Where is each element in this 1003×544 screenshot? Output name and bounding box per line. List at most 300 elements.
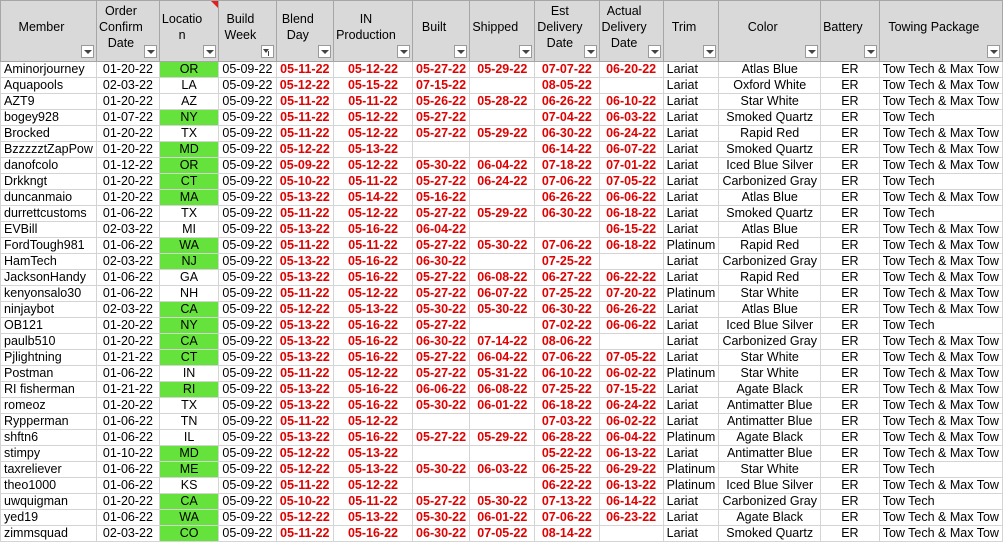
in-production-cell[interactable]: 05-13-22 xyxy=(334,510,413,526)
order-confirm-date-cell[interactable]: 02-03-22 xyxy=(96,78,159,94)
est-delivery-date-cell[interactable]: 06-30-22 xyxy=(535,302,599,318)
blend-day-cell[interactable]: 05-10-22 xyxy=(276,494,334,510)
in-production-cell[interactable]: 05-14-22 xyxy=(334,190,413,206)
location-cell[interactable]: CT xyxy=(159,174,218,190)
est-delivery-date-cell[interactable]: 06-26-22 xyxy=(535,190,599,206)
built-cell[interactable]: 05-30-22 xyxy=(412,398,469,414)
battery-cell[interactable]: ER xyxy=(821,222,880,238)
actual-delivery-date-cell[interactable]: 06-23-22 xyxy=(599,510,663,526)
trim-cell[interactable]: Lariat xyxy=(663,398,719,414)
blend-day-cell[interactable]: 05-12-22 xyxy=(276,302,334,318)
build-week-cell[interactable]: 05-09-22 xyxy=(219,110,276,126)
filter-dropdown-icon[interactable] xyxy=(318,45,331,58)
build-week-cell[interactable]: 05-09-22 xyxy=(219,158,276,174)
color-cell[interactable]: Rapid Red xyxy=(719,238,821,254)
est-delivery-date-cell[interactable]: 06-25-22 xyxy=(535,462,599,478)
color-cell[interactable]: Rapid Red xyxy=(719,126,821,142)
trim-cell[interactable]: Platinum xyxy=(663,366,719,382)
shipped-cell[interactable]: 05-28-22 xyxy=(470,94,535,110)
battery-cell[interactable]: ER xyxy=(821,126,880,142)
color-cell[interactable]: Star White xyxy=(719,462,821,478)
blend-day-cell[interactable]: 05-11-22 xyxy=(276,238,334,254)
build-week-cell[interactable]: 05-09-22 xyxy=(219,382,276,398)
built-cell[interactable]: 06-06-22 xyxy=(412,382,469,398)
trim-cell[interactable]: Lariat xyxy=(663,222,719,238)
location-cell[interactable]: LA xyxy=(159,78,218,94)
battery-cell[interactable]: ER xyxy=(821,286,880,302)
est-delivery-date-cell[interactable]: 07-06-22 xyxy=(535,350,599,366)
order-confirm-date-cell[interactable]: 01-06-22 xyxy=(96,270,159,286)
built-cell[interactable] xyxy=(412,446,469,462)
built-cell[interactable]: 06-30-22 xyxy=(412,334,469,350)
color-cell[interactable]: Star White xyxy=(719,94,821,110)
est-delivery-date-cell[interactable]: 07-06-22 xyxy=(535,510,599,526)
filter-dropdown-icon[interactable] xyxy=(397,45,410,58)
built-cell[interactable]: 05-27-22 xyxy=(412,366,469,382)
location-cell[interactable]: CA xyxy=(159,302,218,318)
blend-day-cell[interactable]: 05-12-22 xyxy=(276,446,334,462)
towing-package-cell[interactable]: Tow Tech & Max Tow xyxy=(879,94,1002,110)
trim-cell[interactable]: Lariat xyxy=(663,62,719,78)
trim-cell[interactable]: Lariat xyxy=(663,174,719,190)
towing-package-cell[interactable]: Tow Tech & Max Tow xyxy=(879,222,1002,238)
towing-package-cell[interactable]: Tow Tech xyxy=(879,206,1002,222)
battery-cell[interactable]: ER xyxy=(821,174,880,190)
trim-cell[interactable]: Lariat xyxy=(663,414,719,430)
location-cell[interactable]: KS xyxy=(159,478,218,494)
est-delivery-date-cell[interactable]: 06-27-22 xyxy=(535,270,599,286)
build-week-cell[interactable]: 05-09-22 xyxy=(219,526,276,542)
location-cell[interactable]: MI xyxy=(159,222,218,238)
actual-delivery-date-cell[interactable]: 06-02-22 xyxy=(599,366,663,382)
built-cell[interactable]: 05-30-22 xyxy=(412,158,469,174)
color-cell[interactable]: Iced Blue Silver xyxy=(719,318,821,334)
member-cell[interactable]: romeoz xyxy=(1,398,97,414)
order-confirm-date-cell[interactable]: 01-06-22 xyxy=(96,238,159,254)
est-delivery-date-cell[interactable]: 06-18-22 xyxy=(535,398,599,414)
shipped-cell[interactable]: 05-30-22 xyxy=(470,302,535,318)
build-week-cell[interactable]: 05-09-22 xyxy=(219,462,276,478)
location-cell[interactable]: CA xyxy=(159,494,218,510)
in-production-cell[interactable]: 05-16-22 xyxy=(334,430,413,446)
built-cell[interactable]: 05-27-22 xyxy=(412,494,469,510)
actual-delivery-date-cell[interactable]: 07-05-22 xyxy=(599,350,663,366)
battery-cell[interactable]: ER xyxy=(821,414,880,430)
actual-delivery-date-cell[interactable]: 07-15-22 xyxy=(599,382,663,398)
filter-dropdown-icon[interactable] xyxy=(584,45,597,58)
est-delivery-date-cell[interactable]: 06-30-22 xyxy=(535,126,599,142)
est-delivery-date-cell[interactable]: 07-06-22 xyxy=(535,238,599,254)
battery-cell[interactable]: ER xyxy=(821,478,880,494)
order-confirm-date-cell[interactable]: 01-20-22 xyxy=(96,494,159,510)
in-production-cell[interactable]: 05-13-22 xyxy=(334,142,413,158)
order-confirm-date-cell[interactable]: 01-20-22 xyxy=(96,334,159,350)
trim-cell[interactable]: Lariat xyxy=(663,78,719,94)
in-production-cell[interactable]: 05-13-22 xyxy=(334,302,413,318)
shipped-cell[interactable] xyxy=(470,222,535,238)
build-week-cell[interactable]: 05-09-22 xyxy=(219,174,276,190)
member-cell[interactable]: shftn6 xyxy=(1,430,97,446)
member-cell[interactable]: FordTough981 xyxy=(1,238,97,254)
build-week-cell[interactable]: 05-09-22 xyxy=(219,94,276,110)
in-production-cell[interactable]: 05-16-22 xyxy=(334,222,413,238)
blend-day-cell[interactable]: 05-13-22 xyxy=(276,334,334,350)
member-cell[interactable]: duncanmaio xyxy=(1,190,97,206)
built-cell[interactable]: 05-27-22 xyxy=(412,270,469,286)
battery-cell[interactable]: ER xyxy=(821,110,880,126)
blend-day-cell[interactable]: 05-11-22 xyxy=(276,110,334,126)
battery-cell[interactable]: ER xyxy=(821,526,880,542)
filter-dropdown-icon[interactable] xyxy=(144,45,157,58)
built-cell[interactable] xyxy=(412,414,469,430)
member-cell[interactable]: JacksonHandy xyxy=(1,270,97,286)
shipped-cell[interactable]: 06-08-22 xyxy=(470,270,535,286)
build-week-cell[interactable]: 05-09-22 xyxy=(219,398,276,414)
trim-cell[interactable]: Lariat xyxy=(663,126,719,142)
built-cell[interactable]: 05-27-22 xyxy=(412,350,469,366)
order-confirm-date-cell[interactable]: 01-20-22 xyxy=(96,174,159,190)
towing-package-cell[interactable]: Tow Tech & Max Tow xyxy=(879,142,1002,158)
towing-package-cell[interactable]: Tow Tech & Max Tow xyxy=(879,270,1002,286)
in-production-cell[interactable]: 05-16-22 xyxy=(334,526,413,542)
actual-delivery-date-cell[interactable]: 06-24-22 xyxy=(599,126,663,142)
trim-cell[interactable]: Lariat xyxy=(663,494,719,510)
order-confirm-date-cell[interactable]: 01-06-22 xyxy=(96,366,159,382)
est-delivery-date-cell[interactable]: 07-07-22 xyxy=(535,62,599,78)
battery-cell[interactable]: ER xyxy=(821,78,880,94)
member-cell[interactable]: Postman xyxy=(1,366,97,382)
blend-day-cell[interactable]: 05-13-22 xyxy=(276,430,334,446)
order-confirm-date-cell[interactable]: 01-20-22 xyxy=(96,94,159,110)
order-confirm-date-cell[interactable]: 01-06-22 xyxy=(96,478,159,494)
build-week-cell[interactable]: 05-09-22 xyxy=(219,254,276,270)
trim-cell[interactable]: Platinum xyxy=(663,238,719,254)
in-production-cell[interactable]: 05-16-22 xyxy=(334,350,413,366)
member-cell[interactable]: zimmsquad xyxy=(1,526,97,542)
member-cell[interactable]: Drkkngt xyxy=(1,174,97,190)
order-confirm-date-cell[interactable]: 02-03-22 xyxy=(96,526,159,542)
shipped-cell[interactable]: 06-24-22 xyxy=(470,174,535,190)
blend-day-cell[interactable]: 05-13-22 xyxy=(276,382,334,398)
est-delivery-date-cell[interactable]: 06-28-22 xyxy=(535,430,599,446)
battery-cell[interactable]: ER xyxy=(821,142,880,158)
trim-cell[interactable]: Lariat xyxy=(663,270,719,286)
member-cell[interactable]: kenyonsalo30 xyxy=(1,286,97,302)
blend-day-cell[interactable]: 05-13-22 xyxy=(276,222,334,238)
est-delivery-date-cell[interactable]: 07-06-22 xyxy=(535,174,599,190)
location-cell[interactable]: MA xyxy=(159,190,218,206)
towing-package-cell[interactable]: Tow Tech & Max Tow xyxy=(879,190,1002,206)
actual-delivery-date-cell[interactable] xyxy=(599,254,663,270)
blend-day-cell[interactable]: 05-09-22 xyxy=(276,158,334,174)
built-cell[interactable]: 06-30-22 xyxy=(412,254,469,270)
order-confirm-date-cell[interactable]: 02-03-22 xyxy=(96,254,159,270)
shipped-cell[interactable]: 07-14-22 xyxy=(470,334,535,350)
towing-package-cell[interactable]: Tow Tech & Max Tow xyxy=(879,350,1002,366)
blend-day-cell[interactable]: 05-12-22 xyxy=(276,142,334,158)
trim-cell[interactable]: Lariat xyxy=(663,142,719,158)
trim-cell[interactable]: Lariat xyxy=(663,446,719,462)
color-cell[interactable]: Star White xyxy=(719,286,821,302)
actual-delivery-date-cell[interactable]: 06-18-22 xyxy=(599,206,663,222)
build-week-cell[interactable]: 05-09-22 xyxy=(219,430,276,446)
in-production-cell[interactable]: 05-11-22 xyxy=(334,494,413,510)
location-cell[interactable]: AZ xyxy=(159,94,218,110)
blend-day-cell[interactable]: 05-11-22 xyxy=(276,286,334,302)
member-cell[interactable]: stimpy xyxy=(1,446,97,462)
actual-delivery-date-cell[interactable]: 06-29-22 xyxy=(599,462,663,478)
est-delivery-date-cell[interactable]: 08-14-22 xyxy=(535,526,599,542)
shipped-cell[interactable] xyxy=(470,78,535,94)
in-production-cell[interactable]: 05-16-22 xyxy=(334,382,413,398)
shipped-cell[interactable] xyxy=(470,414,535,430)
in-production-cell[interactable]: 05-12-22 xyxy=(334,158,413,174)
shipped-cell[interactable]: 06-04-22 xyxy=(470,158,535,174)
build-week-cell[interactable]: 05-09-22 xyxy=(219,366,276,382)
shipped-cell[interactable]: 05-29-22 xyxy=(470,62,535,78)
towing-package-cell[interactable]: Tow Tech & Max Tow xyxy=(879,78,1002,94)
actual-delivery-date-cell[interactable]: 07-01-22 xyxy=(599,158,663,174)
color-cell[interactable]: Oxford White xyxy=(719,78,821,94)
in-production-cell[interactable]: 05-12-22 xyxy=(334,366,413,382)
battery-cell[interactable]: ER xyxy=(821,206,880,222)
est-delivery-date-cell[interactable]: 07-13-22 xyxy=(535,494,599,510)
in-production-cell[interactable]: 05-12-22 xyxy=(334,478,413,494)
order-confirm-date-cell[interactable]: 02-03-22 xyxy=(96,222,159,238)
actual-delivery-date-cell[interactable]: 06-13-22 xyxy=(599,478,663,494)
built-cell[interactable]: 05-16-22 xyxy=(412,190,469,206)
trim-cell[interactable]: Lariat xyxy=(663,158,719,174)
shipped-cell[interactable]: 07-05-22 xyxy=(470,526,535,542)
color-cell[interactable]: Agate Black xyxy=(719,430,821,446)
trim-cell[interactable]: Platinum xyxy=(663,286,719,302)
built-cell[interactable]: 06-30-22 xyxy=(412,526,469,542)
actual-delivery-date-cell[interactable]: 06-06-22 xyxy=(599,318,663,334)
est-delivery-date-cell[interactable]: 08-06-22 xyxy=(535,334,599,350)
in-production-cell[interactable]: 05-16-22 xyxy=(334,398,413,414)
blend-day-cell[interactable]: 05-12-22 xyxy=(276,510,334,526)
in-production-cell[interactable]: 05-12-22 xyxy=(334,110,413,126)
battery-cell[interactable]: ER xyxy=(821,398,880,414)
member-cell[interactable]: Aquapools xyxy=(1,78,97,94)
battery-cell[interactable]: ER xyxy=(821,238,880,254)
build-week-cell[interactable]: 05-09-22 xyxy=(219,478,276,494)
location-cell[interactable]: IN xyxy=(159,366,218,382)
order-confirm-date-cell[interactable]: 02-03-22 xyxy=(96,302,159,318)
build-week-cell[interactable]: 05-09-22 xyxy=(219,190,276,206)
blend-day-cell[interactable]: 05-11-22 xyxy=(276,366,334,382)
actual-delivery-date-cell[interactable]: 06-13-22 xyxy=(599,446,663,462)
built-cell[interactable]: 05-30-22 xyxy=(412,462,469,478)
towing-package-cell[interactable]: Tow Tech & Max Tow xyxy=(879,510,1002,526)
build-week-cell[interactable]: 05-09-22 xyxy=(219,126,276,142)
actual-delivery-date-cell[interactable]: 06-07-22 xyxy=(599,142,663,158)
member-cell[interactable]: bogey928 xyxy=(1,110,97,126)
filter-active-icon[interactable] xyxy=(261,45,274,58)
battery-cell[interactable]: ER xyxy=(821,302,880,318)
trim-cell[interactable]: Lariat xyxy=(663,350,719,366)
est-delivery-date-cell[interactable] xyxy=(535,222,599,238)
order-confirm-date-cell[interactable]: 01-20-22 xyxy=(96,126,159,142)
actual-delivery-date-cell[interactable]: 06-02-22 xyxy=(599,414,663,430)
in-production-cell[interactable]: 05-11-22 xyxy=(334,94,413,110)
towing-package-cell[interactable]: Tow Tech & Max Tow xyxy=(879,334,1002,350)
blend-day-cell[interactable]: 05-11-22 xyxy=(276,414,334,430)
built-cell[interactable]: 05-30-22 xyxy=(412,302,469,318)
trim-cell[interactable]: Lariat xyxy=(663,318,719,334)
actual-delivery-date-cell[interactable]: 06-20-22 xyxy=(599,62,663,78)
est-delivery-date-cell[interactable]: 08-05-22 xyxy=(535,78,599,94)
location-cell[interactable]: TX xyxy=(159,206,218,222)
order-confirm-date-cell[interactable]: 01-06-22 xyxy=(96,462,159,478)
est-delivery-date-cell[interactable]: 06-26-22 xyxy=(535,94,599,110)
towing-package-cell[interactable]: Tow Tech & Max Tow xyxy=(879,158,1002,174)
member-cell[interactable]: durrettcustoms xyxy=(1,206,97,222)
member-cell[interactable]: taxreliever xyxy=(1,462,97,478)
blend-day-cell[interactable]: 05-11-22 xyxy=(276,126,334,142)
location-cell[interactable]: OR xyxy=(159,62,218,78)
trim-cell[interactable]: Platinum xyxy=(663,478,719,494)
trim-cell[interactable]: Platinum xyxy=(663,462,719,478)
built-cell[interactable]: 05-27-22 xyxy=(412,62,469,78)
shipped-cell[interactable]: 06-03-22 xyxy=(470,462,535,478)
build-week-cell[interactable]: 05-09-22 xyxy=(219,318,276,334)
towing-package-cell[interactable]: Tow Tech & Max Tow xyxy=(879,302,1002,318)
member-cell[interactable]: Pjlightning xyxy=(1,350,97,366)
shipped-cell[interactable]: 06-04-22 xyxy=(470,350,535,366)
built-cell[interactable]: 05-26-22 xyxy=(412,94,469,110)
color-cell[interactable]: Atlas Blue xyxy=(719,62,821,78)
blend-day-cell[interactable]: 05-11-22 xyxy=(276,62,334,78)
build-week-cell[interactable]: 05-09-22 xyxy=(219,206,276,222)
color-cell[interactable]: Antimatter Blue xyxy=(719,446,821,462)
shipped-cell[interactable] xyxy=(470,318,535,334)
in-production-cell[interactable]: 05-12-22 xyxy=(334,126,413,142)
built-cell[interactable]: 06-04-22 xyxy=(412,222,469,238)
color-cell[interactable]: Iced Blue Silver xyxy=(719,478,821,494)
blend-day-cell[interactable]: 05-13-22 xyxy=(276,398,334,414)
built-cell[interactable] xyxy=(412,142,469,158)
towing-package-cell[interactable]: Tow Tech & Max Tow xyxy=(879,414,1002,430)
color-cell[interactable]: Iced Blue Silver xyxy=(719,158,821,174)
order-confirm-date-cell[interactable]: 01-20-22 xyxy=(96,398,159,414)
towing-package-cell[interactable]: Tow Tech xyxy=(879,494,1002,510)
battery-cell[interactable]: ER xyxy=(821,510,880,526)
color-cell[interactable]: Atlas Blue xyxy=(719,302,821,318)
location-cell[interactable]: NY xyxy=(159,318,218,334)
in-production-cell[interactable]: 05-16-22 xyxy=(334,334,413,350)
blend-day-cell[interactable]: 05-13-22 xyxy=(276,270,334,286)
location-cell[interactable]: NH xyxy=(159,286,218,302)
color-cell[interactable]: Antimatter Blue xyxy=(719,398,821,414)
built-cell[interactable] xyxy=(412,478,469,494)
color-cell[interactable]: Smoked Quartz xyxy=(719,206,821,222)
order-confirm-date-cell[interactable]: 01-20-22 xyxy=(96,142,159,158)
filter-dropdown-icon[interactable] xyxy=(703,45,716,58)
location-cell[interactable]: WA xyxy=(159,238,218,254)
trim-cell[interactable]: Lariat xyxy=(663,110,719,126)
shipped-cell[interactable]: 05-31-22 xyxy=(470,366,535,382)
location-cell[interactable]: CA xyxy=(159,334,218,350)
color-cell[interactable]: Carbonized Gray xyxy=(719,334,821,350)
actual-delivery-date-cell[interactable]: 07-05-22 xyxy=(599,174,663,190)
in-production-cell[interactable]: 05-16-22 xyxy=(334,318,413,334)
location-cell[interactable]: MD xyxy=(159,446,218,462)
est-delivery-date-cell[interactable]: 05-22-22 xyxy=(535,446,599,462)
shipped-cell[interactable]: 05-30-22 xyxy=(470,238,535,254)
trim-cell[interactable]: Lariat xyxy=(663,510,719,526)
actual-delivery-date-cell[interactable]: 06-14-22 xyxy=(599,494,663,510)
battery-cell[interactable]: ER xyxy=(821,430,880,446)
battery-cell[interactable]: ER xyxy=(821,382,880,398)
built-cell[interactable]: 05-27-22 xyxy=(412,206,469,222)
actual-delivery-date-cell[interactable]: 06-18-22 xyxy=(599,238,663,254)
est-delivery-date-cell[interactable]: 06-10-22 xyxy=(535,366,599,382)
actual-delivery-date-cell[interactable]: 06-10-22 xyxy=(599,94,663,110)
color-cell[interactable]: Carbonized Gray xyxy=(719,254,821,270)
est-delivery-date-cell[interactable]: 07-03-22 xyxy=(535,414,599,430)
order-confirm-date-cell[interactable]: 01-20-22 xyxy=(96,318,159,334)
order-confirm-date-cell[interactable]: 01-12-22 xyxy=(96,158,159,174)
blend-day-cell[interactable]: 05-11-22 xyxy=(276,94,334,110)
built-cell[interactable]: 05-27-22 xyxy=(412,110,469,126)
towing-package-cell[interactable]: Tow Tech & Max Tow xyxy=(879,366,1002,382)
trim-cell[interactable]: Lariat xyxy=(663,334,719,350)
battery-cell[interactable]: ER xyxy=(821,190,880,206)
color-cell[interactable]: Atlas Blue xyxy=(719,190,821,206)
battery-cell[interactable]: ER xyxy=(821,494,880,510)
est-delivery-date-cell[interactable]: 07-25-22 xyxy=(535,254,599,270)
in-production-cell[interactable]: 05-11-22 xyxy=(334,238,413,254)
towing-package-cell[interactable]: Tow Tech & Max Tow xyxy=(879,286,1002,302)
location-cell[interactable]: TX xyxy=(159,398,218,414)
order-confirm-date-cell[interactable]: 01-06-22 xyxy=(96,414,159,430)
shipped-cell[interactable]: 05-29-22 xyxy=(470,206,535,222)
trim-cell[interactable]: Lariat xyxy=(663,190,719,206)
blend-day-cell[interactable]: 05-11-22 xyxy=(276,206,334,222)
trim-cell[interactable]: Lariat xyxy=(663,526,719,542)
towing-package-cell[interactable]: Tow Tech & Max Tow xyxy=(879,238,1002,254)
built-cell[interactable]: 05-27-22 xyxy=(412,238,469,254)
filter-dropdown-icon[interactable] xyxy=(519,45,532,58)
filter-dropdown-icon[interactable] xyxy=(454,45,467,58)
member-cell[interactable]: EVBill xyxy=(1,222,97,238)
member-cell[interactable]: Rypperman xyxy=(1,414,97,430)
build-week-cell[interactable]: 05-09-22 xyxy=(219,270,276,286)
in-production-cell[interactable]: 05-16-22 xyxy=(334,254,413,270)
est-delivery-date-cell[interactable]: 07-25-22 xyxy=(535,286,599,302)
trim-cell[interactable]: Lariat xyxy=(663,382,719,398)
in-production-cell[interactable]: 05-13-22 xyxy=(334,446,413,462)
est-delivery-date-cell[interactable]: 07-18-22 xyxy=(535,158,599,174)
battery-cell[interactable]: ER xyxy=(821,350,880,366)
build-week-cell[interactable]: 05-09-22 xyxy=(219,78,276,94)
location-cell[interactable]: NJ xyxy=(159,254,218,270)
battery-cell[interactable]: ER xyxy=(821,334,880,350)
location-cell[interactable]: RI xyxy=(159,382,218,398)
actual-delivery-date-cell[interactable]: 06-04-22 xyxy=(599,430,663,446)
location-cell[interactable]: WA xyxy=(159,510,218,526)
member-cell[interactable]: uwquigman xyxy=(1,494,97,510)
filter-dropdown-icon[interactable] xyxy=(648,45,661,58)
in-production-cell[interactable]: 05-12-22 xyxy=(334,206,413,222)
filter-dropdown-icon[interactable] xyxy=(864,45,877,58)
blend-day-cell[interactable]: 05-11-22 xyxy=(276,478,334,494)
location-cell[interactable]: ME xyxy=(159,462,218,478)
build-week-cell[interactable]: 05-09-22 xyxy=(219,238,276,254)
member-cell[interactable]: yed19 xyxy=(1,510,97,526)
order-confirm-date-cell[interactable]: 01-20-22 xyxy=(96,62,159,78)
